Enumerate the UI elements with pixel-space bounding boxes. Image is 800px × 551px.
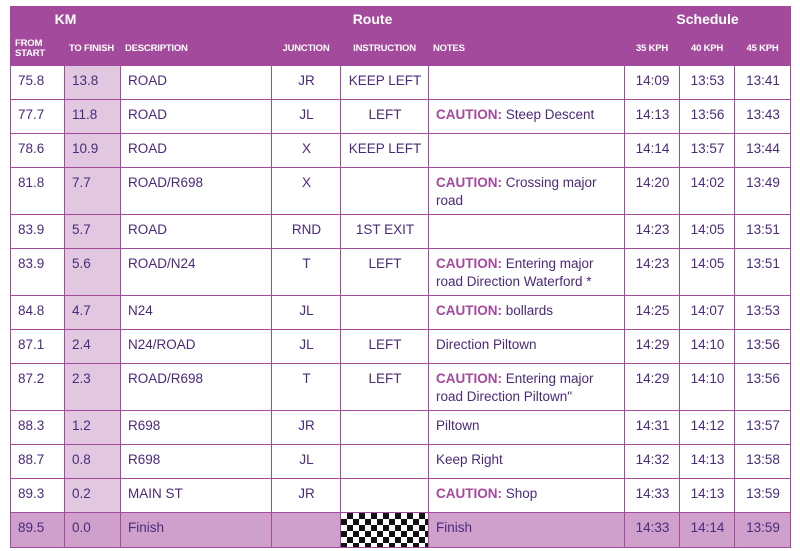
to-finish-cell: 4.7 (65, 296, 121, 330)
note-text: Direction Piltown (436, 337, 537, 352)
junction-cell: JL (272, 296, 341, 330)
caution-label: CAUTION: (436, 303, 502, 318)
junction-cell: T (272, 249, 341, 296)
notes-cell (429, 100, 625, 134)
to-finish-cell: 0.2 (65, 479, 121, 513)
to-finish-cell: 11.8 (65, 100, 121, 134)
time-40-cell: 14:10 (680, 364, 735, 411)
description-cell: ROAD (121, 66, 272, 100)
time-40-cell: 14:02 (680, 168, 735, 215)
time-35-cell: 14:25 (625, 296, 680, 330)
notes-cell (429, 296, 625, 330)
time-45-cell: 13:49 (735, 168, 791, 215)
from-start-cell: 77.7 (11, 100, 65, 134)
time-45-cell: 13:56 (735, 330, 791, 364)
notes-cell (429, 249, 625, 296)
finish-time-40: 14:14 (680, 513, 735, 548)
from-start-cell: 89.3 (11, 479, 65, 513)
notes-cell (429, 479, 625, 513)
table-row (11, 66, 791, 100)
time-40-cell: 14:05 (680, 215, 735, 249)
header-45-kph: 45 KPH (735, 32, 791, 66)
time-35-cell: 14:13 (625, 100, 680, 134)
instruction-cell (341, 445, 429, 479)
time-40-cell: 13:53 (680, 66, 735, 100)
time-45-cell: 13:58 (735, 445, 791, 479)
caution-label: CAUTION: (436, 486, 502, 501)
to-finish-cell: 2.4 (65, 330, 121, 364)
to-finish-cell: 7.7 (65, 168, 121, 215)
notes-cell (429, 134, 625, 168)
header-40-kph: 40 KPH (680, 32, 735, 66)
instruction-cell (341, 168, 429, 215)
from-start-cell: 84.8 (11, 296, 65, 330)
from-start-cell: 83.9 (11, 249, 65, 296)
notes-cell (429, 215, 625, 249)
table-row (11, 134, 791, 168)
caution-label: CAUTION: (436, 256, 502, 271)
header-km: KM (11, 7, 121, 32)
time-45-cell: 13:53 (735, 296, 791, 330)
time-45-cell: 13:51 (735, 215, 791, 249)
from-start-cell: 87.1 (11, 330, 65, 364)
header-junction: JUNCTION (272, 32, 341, 66)
instruction-cell: 1ST EXIT (341, 215, 429, 249)
time-40-cell: 14:07 (680, 296, 735, 330)
from-start-cell: 78.6 (11, 134, 65, 168)
caution-label: CAUTION: (436, 107, 502, 122)
time-40-cell: 13:57 (680, 134, 735, 168)
header-instruction: INSTRUCTION (341, 32, 429, 66)
time-35-cell: 14:33 (625, 479, 680, 513)
junction-cell: JR (272, 66, 341, 100)
header-35-kph: 35 KPH (625, 32, 680, 66)
time-35-cell: 14:14 (625, 134, 680, 168)
time-35-cell: 14:31 (625, 411, 680, 445)
table-row (11, 215, 791, 249)
time-40-cell: 14:13 (680, 445, 735, 479)
header-route: Route (121, 7, 625, 32)
to-finish-cell: 10.9 (65, 134, 121, 168)
time-35-cell: 14:09 (625, 66, 680, 100)
junction-cell: JL (272, 100, 341, 134)
finish-time-35: 14:33 (625, 513, 680, 548)
to-finish-cell: 0.8 (65, 445, 121, 479)
note-text: Steep Descent (502, 107, 595, 122)
caution-label: CAUTION: (436, 371, 502, 386)
table-row (11, 445, 791, 479)
notes-cell (429, 364, 625, 411)
finish-junction (272, 513, 341, 548)
to-finish-cell: 13.8 (65, 66, 121, 100)
to-finish-cell: 1.2 (65, 411, 121, 445)
instruction-cell (341, 479, 429, 513)
instruction-cell: KEEP LEFT (341, 66, 429, 100)
instruction-cell (341, 296, 429, 330)
from-start-cell: 87.2 (11, 364, 65, 411)
time-40-cell: 13:56 (680, 100, 735, 134)
description-cell: R698 (121, 445, 272, 479)
from-start-cell: 88.7 (11, 445, 65, 479)
to-finish-cell: 5.6 (65, 249, 121, 296)
header-from-start: FROM START (11, 32, 65, 66)
header-group-row (11, 7, 791, 32)
instruction-cell: LEFT (341, 330, 429, 364)
instruction-cell: KEEP LEFT (341, 134, 429, 168)
notes-cell (429, 411, 625, 445)
finish-description: Finish (121, 513, 272, 548)
time-40-cell: 14:05 (680, 249, 735, 296)
note-text: Crossing major road (436, 175, 597, 208)
table-row (11, 330, 791, 364)
table-row (11, 364, 791, 411)
junction-cell: JR (272, 411, 341, 445)
finish-from-start: 89.5 (11, 513, 65, 548)
time-35-cell: 14:29 (625, 330, 680, 364)
instruction-cell: LEFT (341, 364, 429, 411)
header-to-finish: TO FINISH (65, 32, 121, 66)
time-40-cell: 14:10 (680, 330, 735, 364)
to-finish-cell: 2.3 (65, 364, 121, 411)
from-start-cell: 83.9 (11, 215, 65, 249)
description-cell: ROAD (121, 100, 272, 134)
description-cell: N24 (121, 296, 272, 330)
time-35-cell: 14:32 (625, 445, 680, 479)
junction-cell: RND (272, 215, 341, 249)
header-description: DESCRIPTION (121, 32, 272, 66)
finish-flag-cell (341, 513, 429, 548)
to-finish-cell: 5.7 (65, 215, 121, 249)
note-text: Entering major road Direction Waterford * (436, 256, 594, 289)
time-45-cell: 13:57 (735, 411, 791, 445)
route-schedule-table-wrapper (10, 6, 790, 548)
note-text: Keep Right (436, 452, 503, 467)
description-cell: ROAD/R698 (121, 364, 272, 411)
junction-cell: X (272, 168, 341, 215)
junction-cell: JR (272, 479, 341, 513)
description-cell: R698 (121, 411, 272, 445)
table-row (11, 411, 791, 445)
time-45-cell: 13:41 (735, 66, 791, 100)
table-row (11, 479, 791, 513)
description-cell: N24/ROAD (121, 330, 272, 364)
from-start-cell: 75.8 (11, 66, 65, 100)
note-text: Piltown (436, 418, 480, 433)
finish-notes: Finish (429, 513, 625, 548)
time-40-cell: 14:12 (680, 411, 735, 445)
note-text: Entering major road Direction Piltown" (436, 371, 594, 404)
notes-cell (429, 66, 625, 100)
time-45-cell: 13:56 (735, 364, 791, 411)
description-cell: ROAD (121, 215, 272, 249)
junction-cell: JL (272, 445, 341, 479)
table-row (11, 249, 791, 296)
header-schedule: Schedule (625, 7, 791, 32)
checkered-flag-icon (341, 513, 428, 547)
description-cell: ROAD/N24 (121, 249, 272, 296)
instruction-cell (341, 411, 429, 445)
finish-to-finish: 0.0 (65, 513, 121, 548)
table-row (11, 100, 791, 134)
time-45-cell: 13:51 (735, 249, 791, 296)
junction-cell: X (272, 134, 341, 168)
notes-cell (429, 445, 625, 479)
table-row (11, 168, 791, 215)
note-text: bollards (502, 303, 554, 318)
from-start-cell: 81.8 (11, 168, 65, 215)
time-35-cell: 14:20 (625, 168, 680, 215)
junction-cell: JL (272, 330, 341, 364)
from-start-cell: 88.3 (11, 411, 65, 445)
table-row (11, 296, 791, 330)
notes-cell (429, 168, 625, 215)
caution-label: CAUTION: (436, 175, 502, 190)
junction-cell: T (272, 364, 341, 411)
finish-time-45: 13:59 (735, 513, 791, 548)
instruction-cell: LEFT (341, 249, 429, 296)
time-45-cell: 13:43 (735, 100, 791, 134)
notes-cell (429, 330, 625, 364)
note-text: Shop (502, 486, 538, 501)
time-35-cell: 14:29 (625, 364, 680, 411)
instruction-cell: LEFT (341, 100, 429, 134)
time-35-cell: 14:23 (625, 249, 680, 296)
time-40-cell: 14:13 (680, 479, 735, 513)
time-45-cell: 13:59 (735, 479, 791, 513)
route-schedule-table (10, 6, 791, 548)
header-column-row (11, 32, 791, 66)
description-cell: MAIN ST (121, 479, 272, 513)
description-cell: ROAD (121, 134, 272, 168)
header-notes: NOTES (429, 32, 625, 66)
description-cell: ROAD/R698 (121, 168, 272, 215)
time-45-cell: 13:44 (735, 134, 791, 168)
finish-row (11, 513, 791, 548)
time-35-cell: 14:23 (625, 215, 680, 249)
